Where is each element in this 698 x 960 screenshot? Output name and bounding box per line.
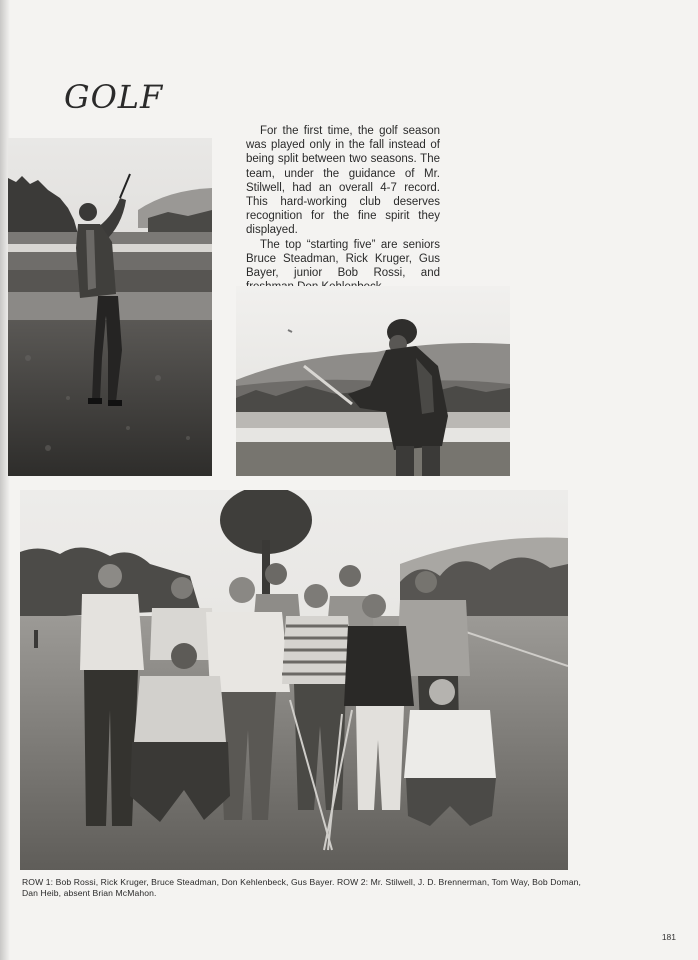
article-paragraph: The top “starting five” are seniors Bruce Steadman, Rick Kruger, Gus Bayer, junior Bob Rossi, and [246,238,440,280]
golfer-follow-through-photo [236,286,510,476]
page-title: GOLF [64,78,164,116]
page-number: 181 [661,932,676,942]
team-group-photo [20,490,568,870]
photo-caption: ROW 1: Bob Rossi, Rick Kruger, Bruce Steadman, Don Kehlenbeck, Gus Bayer. ROW 2: Mr. Stilwell, J. D. Brennerman, Tom Way, Bob Doman, Dan Heib, absent Brian McMahon. [22,877,581,898]
article-paragraph: For the first time, the golf season was played only in the fall instead of being split between two seasons. The team, under the guidance of Mr. Stilwell, had an overall 4-7 record. This hard-working club deserves recognition for the fine spirit they displayed. [246,125,440,237]
article-text [246,124,440,294]
golfer-swing-photo [8,138,212,476]
